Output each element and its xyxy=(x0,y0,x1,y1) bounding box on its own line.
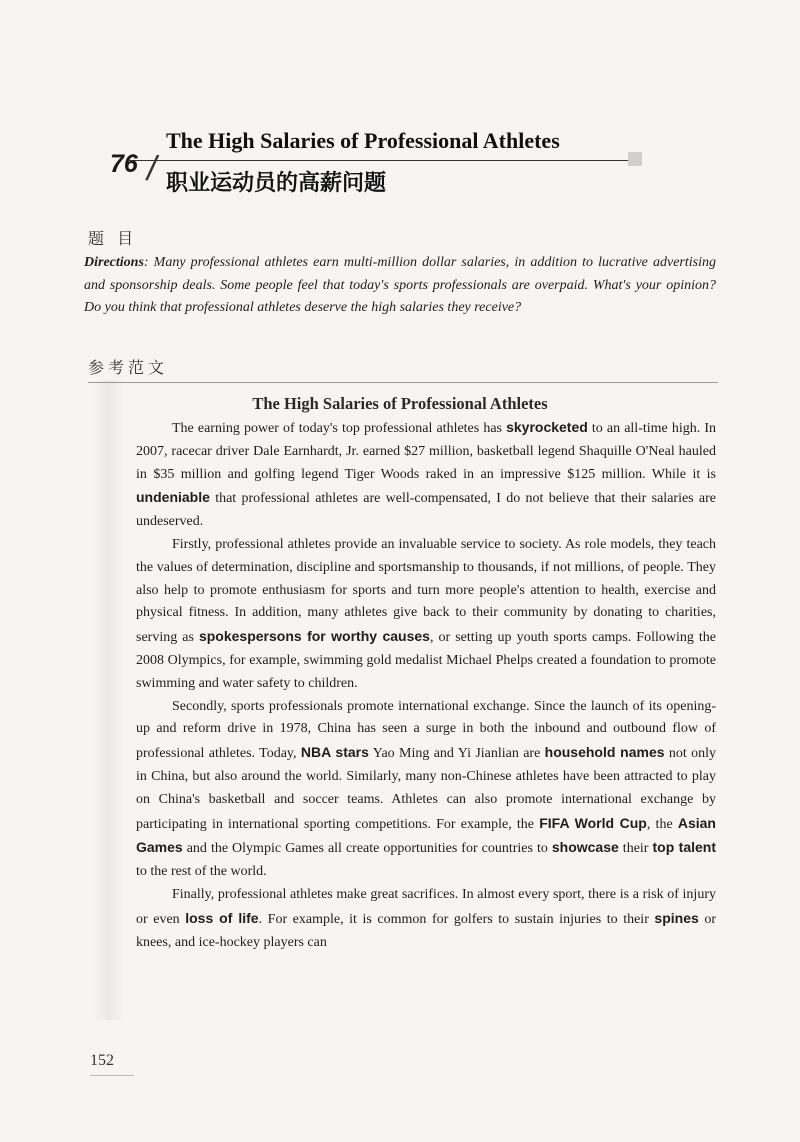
essay-text-run: not only in China, but also around the world. Similarly, many non-Chinese athletes have been attracted to play on China's basketball and soccer teams. Athletes can also promote international exchange by participating in international sporting competitions. For example, the xyxy=(136,746,717,832)
essay-keyword: spines xyxy=(654,909,699,926)
essay-keyword: FIFA World Cup xyxy=(539,814,647,831)
essay-keyword: top talent xyxy=(652,839,716,856)
directions-lead: Directions xyxy=(84,255,144,270)
essay-text-run: Firstly, professional athletes provide an invaluable service to society. As role models, they teach the values of determination, discipline and sportsmanship to thousands, if not millions, of people. They also help to promote enthusiasm for sports and turn more people's attention to health, exercise and physical fitness. In addition, many athletes give back to their community by donating to charities, serving as xyxy=(136,536,716,646)
essay-text-run: their xyxy=(618,841,653,857)
scan-shadow xyxy=(94,380,124,1020)
essay-text-run: , the xyxy=(646,816,678,832)
essay-text-run: , or setting up youth sports camps. Following the 2008 Olympics, for example, swimming gold medalist Michael Phelps created a foundation to promote swimming and water safety to children. xyxy=(136,630,716,691)
essay-keyword: showcase xyxy=(551,839,619,856)
essay-keyword: NBA stars xyxy=(300,744,369,761)
title-rule-end-block xyxy=(628,152,642,166)
essay-text-run: The earning power of today's top professional athletes has xyxy=(172,421,507,436)
essay-text-run: . For example, it is common for golfers to sustain injuries to their xyxy=(258,911,655,927)
essay-keyword: loss of life xyxy=(185,909,259,926)
essay-keyword: Asian Games xyxy=(136,814,716,856)
page-number-rule xyxy=(90,1075,134,1076)
essay-paragraph xyxy=(136,416,716,534)
chapter-title-chinese: 职业运动员的高薪问题 xyxy=(166,171,387,196)
essay-text-run: and the Olympic Games all create opportunities for countries to xyxy=(182,841,552,857)
essay-text-run: or knees, and ice-hockey players can xyxy=(136,911,717,950)
chapter-slash: / xyxy=(147,150,157,188)
directions-block xyxy=(84,252,716,320)
essay-paragraph xyxy=(136,884,716,954)
essay-paragraph xyxy=(136,696,716,884)
question-section-label: 题 目 xyxy=(88,229,138,248)
essay-keyword: undeniable xyxy=(136,489,210,506)
sample-section-label: 参考范文 xyxy=(88,358,169,377)
title-rule xyxy=(128,160,628,161)
essay-text-run: Yao Ming and Yi Jianlian are xyxy=(368,746,545,762)
essay-title: The High Salaries of Professional Athletes xyxy=(252,394,548,413)
essay-keyword: spokespersons for worthy causes xyxy=(198,628,430,645)
essay-text-run: to the rest of the world. xyxy=(136,864,267,880)
essay-body xyxy=(136,416,716,954)
essay-text-run: to an all-time high. In 2007, racecar driver Dale Earnhardt, Jr. earned $27 million, basketball legend Shaquille O'Neal hauled in $35 million and golfing legend Tiger Woods raked in an impressive $125 million. While it is xyxy=(136,421,716,482)
essay-text-run: Finally, professional athletes make great sacrifices. In almost every sport, there is a risk of injury or even xyxy=(136,886,716,927)
essay-keyword: household names xyxy=(544,744,665,761)
chapter-number: 76 xyxy=(110,150,138,178)
essay-paragraph xyxy=(136,534,716,696)
sample-rule xyxy=(88,382,718,383)
directions-text: : Many professional athletes earn multi-million dollar salaries, in addition to lucrative advertising and sponsorship deals. Some people feel that today's sports professionals are overpaid. What's your opinion? Do you think that professional athletes deserve the high salaries they receive? xyxy=(84,255,716,315)
essay-keyword: skyrocketed xyxy=(506,419,588,435)
chapter-title-english: The High Salaries of Professional Athletes xyxy=(166,128,560,153)
essay-text-run: Secondly, sports professionals promote international exchange. Since the launch of its opening-up and reform drive in 1978, China has seen a surge in both the inbound and outbound flow of professional athletes. Today, xyxy=(136,698,716,762)
essay-text-run: that professional athletes are well-compensated, I do not believe that their salaries are undeserved. xyxy=(136,491,716,530)
page-number: 152 xyxy=(90,1052,114,1069)
